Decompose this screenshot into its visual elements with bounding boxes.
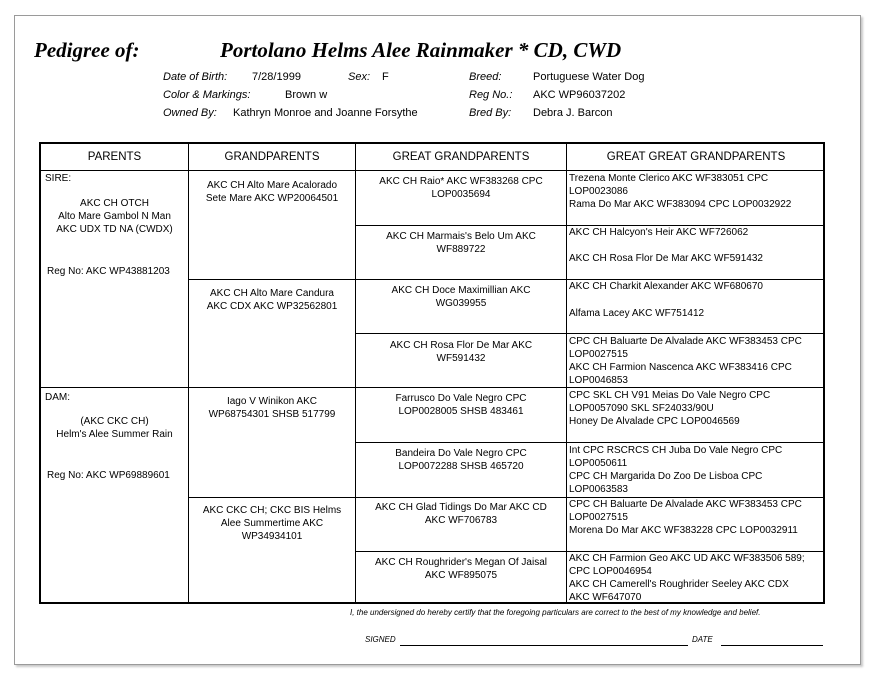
gg-grandparent-line: LOP0063583 xyxy=(569,484,628,495)
gg-grandparent-line: LOP0027515 xyxy=(569,349,628,360)
reg-value: AKC WP96037202 xyxy=(533,89,626,101)
bred-label: Bred By: xyxy=(469,107,512,119)
gg-grandparent-line: Trezena Monte Clerico AKC WF383051 CPC xyxy=(569,173,769,184)
gg-grandparent-line: Alfama Lacey AKC WF751412 xyxy=(569,308,705,319)
gg-grandparent-line: Honey De Alvalade CPC LOP0046569 xyxy=(569,416,740,427)
gg-grandparent-line: LOP0023086 xyxy=(569,186,628,197)
dob-label: Date of Birth: xyxy=(163,71,228,83)
color-value: Brown w xyxy=(285,89,328,101)
divider xyxy=(355,442,823,443)
gg-grandparent-line: Rama Do Mar AKC WF383094 CPC LOP0032922 xyxy=(569,199,792,210)
gg-grandparent-line: CPC LOP0046954 xyxy=(569,566,652,577)
breed-label: Breed: xyxy=(469,71,502,83)
gg-grandparent-line: CPC CH Margarida Do Zoo De Lisboa CPC xyxy=(569,471,763,482)
gg-grandparent-line: LOP0046853 xyxy=(569,375,628,386)
gg-grandparent-line: CPC SKL CH V91 Meias Do Vale Negro CPC xyxy=(569,390,771,401)
grandparent-line: AKC CH Alto Mare Candura xyxy=(210,288,334,299)
great-grandparent-line: WG039955 xyxy=(435,298,487,309)
grandparent-line: AKC CH Alto Mare Acalorado xyxy=(206,180,338,191)
great-grandparent-line: LOP0072288 SHSB 465720 xyxy=(398,461,524,472)
col-header-great-great-grandparents: GREAT GREAT GRANDPARENTS xyxy=(606,151,786,163)
signature-line[interactable] xyxy=(400,645,688,646)
great-grandparent-line: WF591432 xyxy=(436,353,486,364)
gg-grandparent-line: LOP0057090 SKL SF24033/90U xyxy=(569,403,714,414)
sex-value: F xyxy=(382,71,389,83)
dam-label: DAM: xyxy=(45,392,70,403)
great-grandparent-line: Farrusco Do Vale Negro CPC xyxy=(395,393,527,404)
divider xyxy=(566,144,567,602)
great-grandparent-line: AKC CH Doce Maximillian AKC xyxy=(391,285,531,296)
gg-grandparent-line: LOP0050611 xyxy=(569,458,628,469)
gg-grandparent-line: Int CPC RSCRCS CH Juba Do Vale Negro CPC xyxy=(569,445,783,456)
great-grandparent-line: AKC WF895075 xyxy=(424,570,498,581)
great-grandparent-line: LOP0028005 SHSB 483461 xyxy=(398,406,524,417)
gg-grandparent-line: AKC CH Camerell's Roughrider Seeley AKC CDX xyxy=(569,579,789,590)
dob-value: 7/28/1999 xyxy=(252,71,301,83)
gg-grandparent-line: AKC CH Farmion Nascenca AKC WF383416 CPC xyxy=(569,362,792,373)
col-header-great-grandparents: GREAT GRANDPARENTS xyxy=(392,151,530,163)
owned-label: Owned By: xyxy=(163,107,217,119)
pedigree-table xyxy=(39,142,825,604)
dam-name-line: Helm's Alee Summer Rain xyxy=(56,429,173,440)
great-grandparent-line: Bandeira Do Vale Negro CPC xyxy=(395,448,527,459)
divider xyxy=(355,333,823,334)
dam-reg: Reg No: AKC WP69889601 xyxy=(47,470,170,481)
reg-label: Reg No.: xyxy=(469,89,513,101)
great-grandparent-line: AKC CH Glad Tidings Do Mar AKC CD xyxy=(375,502,547,513)
gg-grandparent-line: AKC CH Halcyon's Heir AKC WF726062 xyxy=(569,227,749,238)
date-line[interactable] xyxy=(721,645,823,646)
great-grandparent-line: AKC CH Rosa Flor De Mar AKC xyxy=(389,340,533,351)
gg-grandparent-line: AKC WF647070 xyxy=(569,592,642,602)
gg-grandparent-line: AKC CH Charkit Alexander AKC WF680670 xyxy=(569,281,763,292)
divider xyxy=(41,387,823,388)
sire-name-line: AKC CH OTCH xyxy=(80,198,149,209)
certification-statement: I, the undersigned do hereby certify that the foregoing particulars are correct to the best of my knowledge and belief. xyxy=(350,608,761,617)
grandparent-line: Iago V Winikon AKC xyxy=(226,396,318,407)
great-grandparent-line: WF889722 xyxy=(436,244,486,255)
great-grandparent-line: LOP0035694 xyxy=(431,189,491,200)
great-grandparent-line: AKC CH Raio* AKC WF383268 CPC xyxy=(379,176,543,187)
great-grandparent-line: AKC WF706783 xyxy=(424,515,498,526)
dog-name: Portolano Helms Alee Rainmaker * CD, CWD xyxy=(220,38,622,62)
gg-grandparent-line: AKC CH Farmion Geo AKC UD AKC WF383506 589; xyxy=(569,553,805,564)
sire-label: SIRE: xyxy=(45,173,72,184)
bred-value: Debra J. Barcon xyxy=(533,107,613,119)
sire-reg: Reg No: AKC WP43881203 xyxy=(47,266,170,277)
col-header-parents: PARENTS xyxy=(87,151,142,163)
breed-value: Portuguese Water Dog xyxy=(533,71,645,83)
sire-name-line: AKC UDX TD NA (CWDX) xyxy=(56,224,173,235)
col-header-grandparents: GRANDPARENTS xyxy=(224,151,320,163)
grandparent-line: AKC CDX AKC WP32562801 xyxy=(206,301,338,312)
great-grandparent-line: AKC CH Marmais's Belo Um AKC xyxy=(386,231,536,242)
gg-grandparent-line: LOP0027515 xyxy=(569,512,628,523)
grandparent-line: WP68754301 SHSB 517799 xyxy=(208,409,336,420)
divider xyxy=(41,170,823,171)
gg-grandparent-line: CPC CH Baluarte De Alvalade AKC WF383453 CPC xyxy=(569,499,802,510)
color-label: Color & Markings: xyxy=(163,89,251,101)
divider xyxy=(355,144,356,602)
dam-name-line: (AKC CKC CH) xyxy=(80,416,149,427)
gg-grandparent-line: CPC CH Baluarte De Alvalade AKC WF383453 CPC xyxy=(569,336,802,347)
great-grandparent-line: AKC CH Roughrider's Megan Of Jaisal xyxy=(375,557,547,568)
grandparent-line: AKC CKC CH; CKC BIS Helms xyxy=(202,505,342,516)
gg-grandparent-line: Morena Do Mar AKC WF383228 CPC LOP0032911 xyxy=(569,525,798,536)
signed-label: SIGNED xyxy=(365,635,396,644)
sex-label: Sex: xyxy=(348,71,371,83)
sire-name-line: Alto Mare Gambol N Man xyxy=(58,211,171,222)
date-label: DATE xyxy=(692,635,713,644)
gg-grandparent-line: AKC CH Rosa Flor De Mar AKC WF591432 xyxy=(569,253,763,264)
grandparent-line: Alee Summertime AKC xyxy=(220,518,324,529)
owned-value: Kathryn Monroe and Joanne Forsythe xyxy=(233,107,418,119)
grandparent-line: Sete Mare AKC WP20064501 xyxy=(205,193,339,204)
pedigree-label: Pedigree of: xyxy=(34,38,140,62)
grandparent-line: WP34934101 xyxy=(241,531,303,542)
